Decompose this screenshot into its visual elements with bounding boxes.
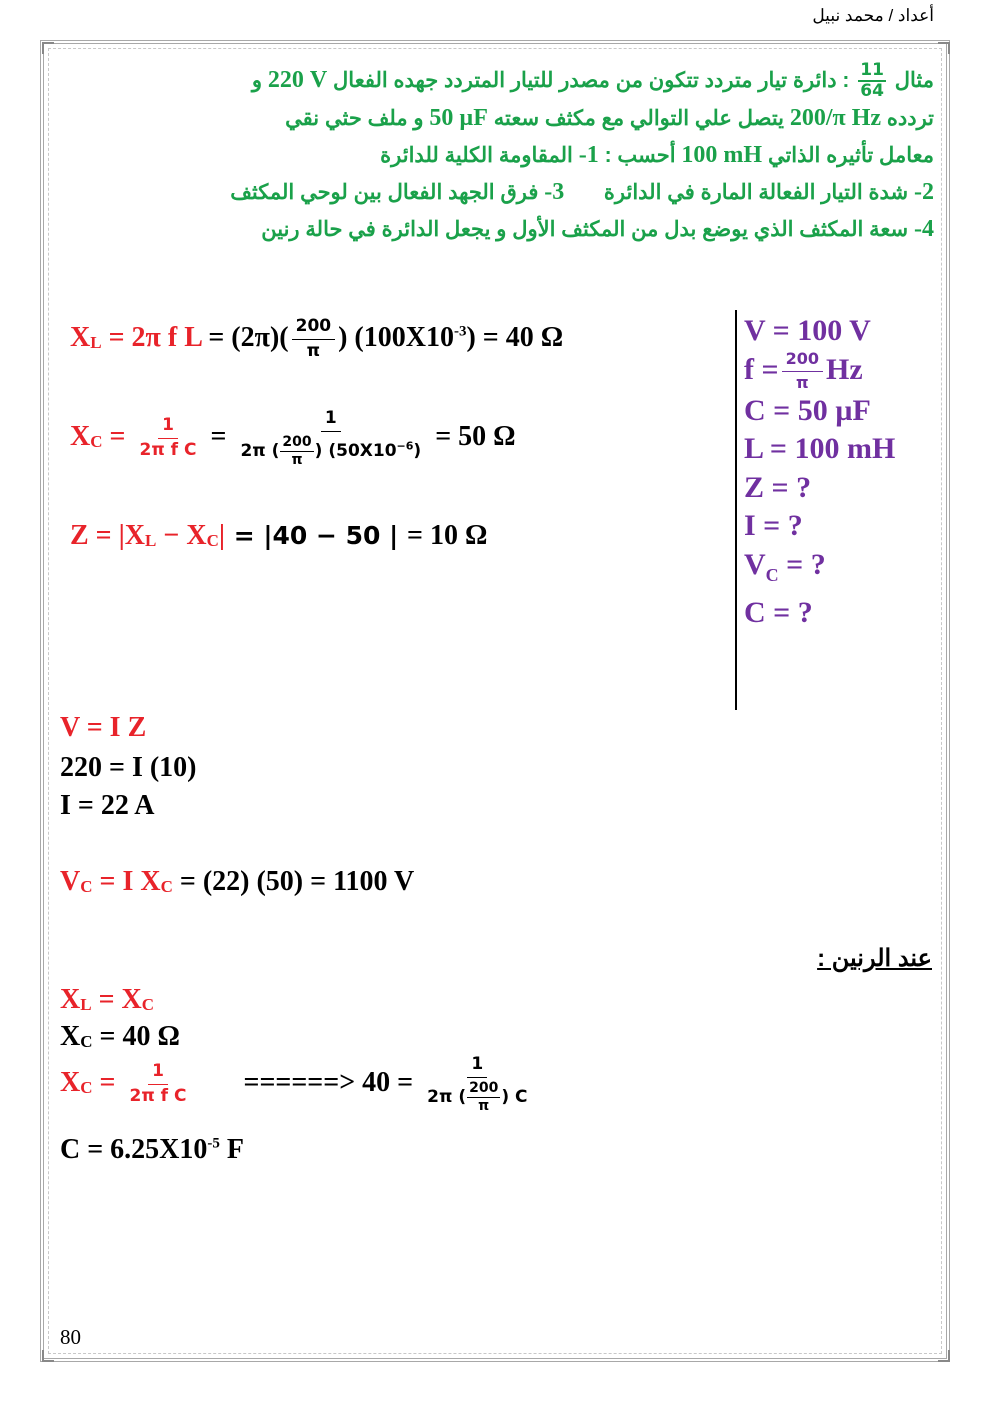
problem-line-5 — [60, 211, 934, 248]
border-corner-ornament — [938, 42, 950, 54]
resonance-heading: عند الرنين : — [817, 945, 932, 972]
problem-text: أحسب : — [604, 144, 676, 168]
impedance-equation: $Z = |X_L - X_C| = |40 - 50$ | = 10 Ω — [70, 520, 488, 551]
question-number: 2- — [914, 179, 934, 206]
question-text: المقاومة الكلية للدائرة — [380, 144, 573, 168]
question-number: 3- — [544, 179, 565, 206]
problem-text: تردده — [886, 107, 934, 131]
xl-symbol: $X_L = 2\pi$ f L — [70, 321, 202, 353]
example-label: مثال — [894, 69, 934, 92]
question-number: 4- — [914, 216, 934, 243]
xc-symbol: $X_C$ = — [70, 421, 126, 453]
problem-text: معامل تأثيره الذاتي — [767, 144, 934, 168]
fraction-denominator: 64 — [860, 81, 884, 102]
problem-statement — [60, 62, 934, 248]
problem-text: يتصل علي التوالي مع مكثف سعته — [493, 107, 785, 131]
example-number-fraction — [858, 62, 886, 100]
xc-formula-fraction: $\frac{1}{\text{2π f C}}$ — [139, 415, 197, 461]
problem-line-1 — [60, 62, 934, 100]
given-capacitance: C = 50 µF — [744, 393, 871, 427]
unknown-capacitance: C = ? — [744, 596, 813, 630]
given-values — [744, 312, 895, 633]
question-text: شدة التيار الفعالة المارة في الدائرة — [603, 181, 909, 205]
border-corner-ornament — [42, 1350, 54, 1362]
resonance-condition: $X_L = X_C$ — [60, 984, 155, 1015]
frequency-value: 200/π Hz — [789, 105, 882, 132]
border-corner-ornament — [42, 42, 54, 54]
ohm-law-substitution: 220 = I (10) — [60, 752, 197, 783]
voltage-value: 220 V — [267, 67, 328, 93]
question-text: سعة المكثف الذي يوضع بدل من المكثف الأول و يجعل الدائرة في حالة رنين — [261, 218, 909, 242]
capacitor-voltage-equation: $V_C = I$ $X_C = (22) (50) = 1100$ V — [60, 866, 415, 897]
capacitance-value: 50 µF — [429, 105, 488, 132]
unknown-impedance: Z = ? — [744, 470, 812, 504]
problem-text: و — [251, 69, 262, 92]
xc-substitution-fraction: 1 2π ( $\frac{200}{\pi}$ ) $(50X10^{-6})$ — [240, 408, 422, 468]
resonance-capacitance-result: $C = 6.25X10^{-5}$ F — [60, 1134, 245, 1165]
resonance-substitution-fraction: 1 2π ( $\frac{200}{\pi}$ ) C — [427, 1054, 528, 1114]
problem-line-2 — [60, 100, 934, 137]
frequency-fraction: $\frac{200}{\pi}$ — [292, 318, 336, 361]
given-inductance: L = 100 mH — [744, 432, 896, 466]
xc-formula-fraction: $\frac{1}{\text{2π f C}}$ — [129, 1061, 187, 1107]
resonance-capacitance-equation: $X_C$ = $\frac{1}{\text{2π f C}}$ ======> 40 = 1 2π ( $\frac{200}{\pi}$ ) C — [60, 1056, 535, 1113]
page-number: 80 — [60, 1325, 81, 1349]
problem-line-4 — [60, 174, 934, 211]
problem-text: : دائرة تيار متردد تتكون من مصدر للتيار المتردد جهده الفعال — [333, 69, 850, 92]
divider-line — [735, 310, 737, 710]
ohm-law-equation: V = I Z — [60, 712, 147, 743]
current-result: I = 22 A — [60, 790, 155, 821]
xl-equation: $X_L = 2\pi$ f L = (2π)( $\frac{200}{\pi}$ ) $(100X10^{-3}) = 40$ Ω — [70, 316, 564, 361]
inductance-value: 100 mH — [681, 142, 763, 169]
impedance-symbol: $Z = |X_L - X_C|$ — [70, 520, 226, 551]
problem-text: و ملف حثي نقي — [285, 107, 424, 131]
unknown-capacitor-voltage: $V_C$ = ? — [744, 547, 826, 585]
border-corner-ornament — [938, 1350, 950, 1362]
unknown-current: I = ? — [744, 509, 803, 543]
given-voltage: V = 100 V — [744, 314, 871, 347]
question-number: 1- — [578, 142, 599, 169]
fraction-numerator: 11 — [860, 60, 884, 81]
given-frequency: f = $\frac{200}{\pi}$ Hz — [744, 349, 863, 393]
resonance-xc-value: $X_C = 40$ Ω — [60, 1021, 180, 1052]
problem-line-3 — [60, 137, 934, 174]
question-text: فرق الجهد الفعال بين لوحي المكثف — [230, 181, 539, 205]
xc-equation: $X_C$ = $\frac{1}{\text{2π f C}}$ = 1 2π ( $\frac{200}{\pi}$ ) $(50X10^{-6})$ = 50 Ω — [70, 408, 516, 468]
author-credit: أعداد / محمد نبيل — [812, 6, 934, 25]
